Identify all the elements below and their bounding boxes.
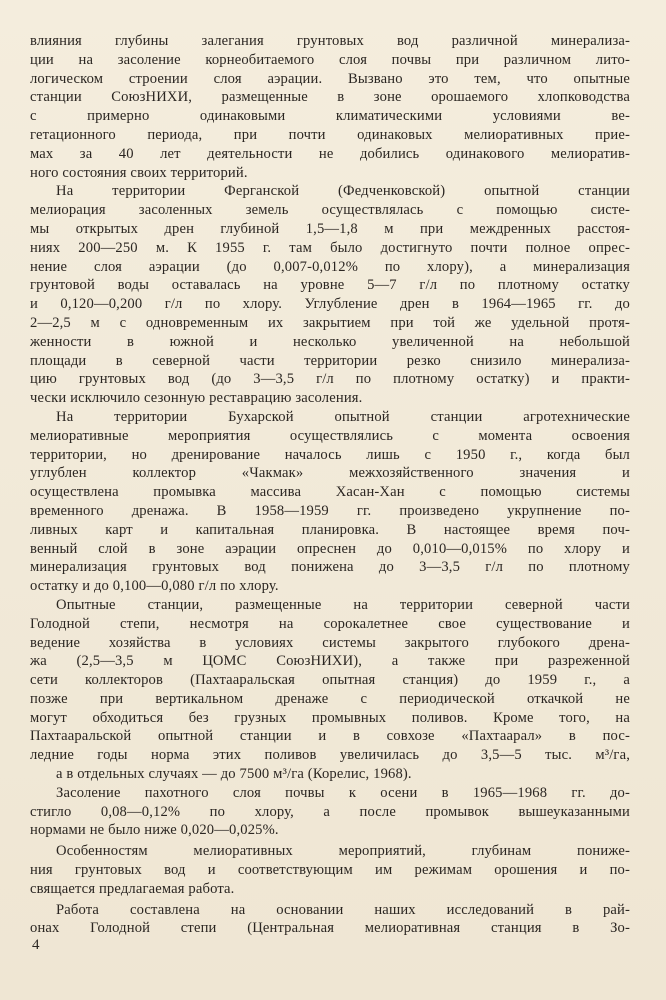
text-line: грунтовой воды оставалась на уровне 5—7 г/л по плотному остатку	[30, 277, 630, 294]
text-line: минерализация грунтовых вод понижена до 3—3,5 г/л по плотному	[30, 559, 630, 576]
text-line: жа (2,5—3,5 м ЦОМС СоюзНИХИ), а также при разреженной	[30, 653, 630, 670]
text-line: Работа составлена на основании наших исследований в рай-	[56, 901, 630, 918]
text-line: Засоление пахотного слоя почвы к осени в 1965—1968 гг. до-	[56, 784, 630, 801]
text-line: ледние годы норма этих поливов увеличилась до 3,5—5 тыс. м³/га,	[30, 747, 630, 764]
text-line: гетационного периода, при почти одинаковых мелиоративных прие-	[30, 126, 630, 143]
text-line: свящается предлагаемая работа.	[30, 880, 235, 897]
text-line: территории, но дренирование началось лишь с 1950 г., когда был	[30, 446, 630, 463]
text-line: осуществлена промывка массива Хасан-Хан с помощью системы	[30, 484, 630, 501]
paragraph-3	[30, 408, 630, 596]
paragraph-1	[30, 32, 630, 182]
text-line: а в отдельных случаях — до 7500 м³/га (Корелис, 1968).	[56, 766, 412, 783]
paragraph-2	[30, 182, 630, 408]
paragraph-6	[30, 842, 630, 898]
text-line: ного состояния своих территорий.	[30, 164, 248, 181]
text-line: цию грунтовых вод (до 3—3,5 г/л по плотному остатку) и практи-	[30, 371, 630, 388]
text-line: остатку и до 0,100—0,080 г/л по хлору.	[30, 578, 279, 595]
text-line: ния грунтовых вод и соответствующим им режимам орошения и по-	[30, 862, 630, 879]
text-line: онах Голодной степи (Центральная мелиоративная станция в Зо-	[30, 920, 630, 937]
paragraph-4	[30, 596, 630, 784]
text-line: мах за 40 лет деятельности не добились одинакового мелиоратив-	[30, 145, 630, 162]
text-line: мелиорация засоленных земель осуществлялась с помощью систе-	[30, 202, 630, 219]
text-line: стигло 0,08—0,12% по хлору, а после промывок вышеуказанными	[30, 803, 630, 820]
text-line: площади в северной части территории резко снизило минерализа-	[30, 352, 630, 369]
text-line: и 0,120—0,200 г/л по хлору. Углубление дрен в 1964—1965 гг. до	[30, 296, 630, 313]
text-line: нение слоя аэрации (до 0,007-0,012% по хлору), а минерализация	[30, 258, 630, 275]
text-line: влияния глубины залегания грунтовых вод различной минерализа-	[30, 33, 630, 49]
text-line: могут обходиться без грузных промывных поливов. Кроме того, на	[30, 709, 630, 726]
text-line: логическом строении слоя аэрации. Вызвано это тем, что опытные	[30, 70, 630, 87]
text-line: На территории Бухарской опытной станции агротехнические	[56, 408, 630, 425]
text-line: сети коллекторов (Пахтааральская опытная станция) до 1959 г., а	[30, 672, 630, 689]
text-line: ции на засоление корнеобитаемого слоя почвы при различном лито-	[30, 51, 630, 68]
text-line: временного дренажа. В 1958—1959 гг. произведено укрупнение по-	[30, 502, 630, 519]
text-line: с примерно одинаковыми климатическими условиями ве-	[30, 108, 630, 125]
text-line: ведение хозяйства в условиях системы закрытого глубокого дрена-	[30, 634, 630, 651]
text-line: мы открытых дрен глубиной 1,5—1,8 м при междренных расстоя-	[30, 220, 630, 237]
text-line: чески исключило сезонную реставрацию засоления.	[30, 390, 363, 407]
body-text	[30, 32, 630, 938]
text-line: углублен коллектор «Чакмак» межхозяйственного значения и	[30, 465, 630, 482]
page-number: 4	[32, 937, 40, 953]
text-line: мелиоративные мероприятия осуществлялись с момента освоения	[30, 427, 630, 444]
text-line: Голодной степи, несмотря на сорокалетнее свое существование и	[30, 615, 630, 632]
text-line: женности в южной и несколько увеличенной на небольшой	[30, 333, 630, 350]
paragraph-7	[30, 901, 630, 939]
paragraph-5	[30, 784, 630, 840]
text-line: ниях 200—250 м. К 1955 г. там было достигнуто почти полное опрес-	[30, 239, 630, 256]
text-line: 2—2,5 м с одновременным их закрытием при той же удельной протя-	[30, 314, 630, 331]
text-line: На территории Ферганской (Федченковской) опытной станции	[56, 183, 630, 200]
text-line: Опытные станции, размещенные на территории северной части	[56, 596, 630, 613]
text-line: Особенностям мелиоративных мероприятий, глубинам пониже-	[56, 843, 630, 860]
text-line: ливных карт и капитальная планировка. В настоящее время поч-	[30, 521, 630, 538]
text-line: нормами не было ниже 0,020—0,025%.	[30, 822, 279, 839]
text-line: станции СоюзНИХИ, размещенные в зоне орошаемого хлопководства	[30, 89, 630, 106]
text-line: позже при вертикальном дренаже с периодической откачкой не	[30, 690, 630, 707]
text-line: Пахтааральской опытной станции и в совхозе «Пахтаарал» в пос-	[30, 728, 630, 745]
text-line: венный слой в зоне аэрации опреснен до 0,010—0,015% по хлору и	[30, 540, 630, 557]
